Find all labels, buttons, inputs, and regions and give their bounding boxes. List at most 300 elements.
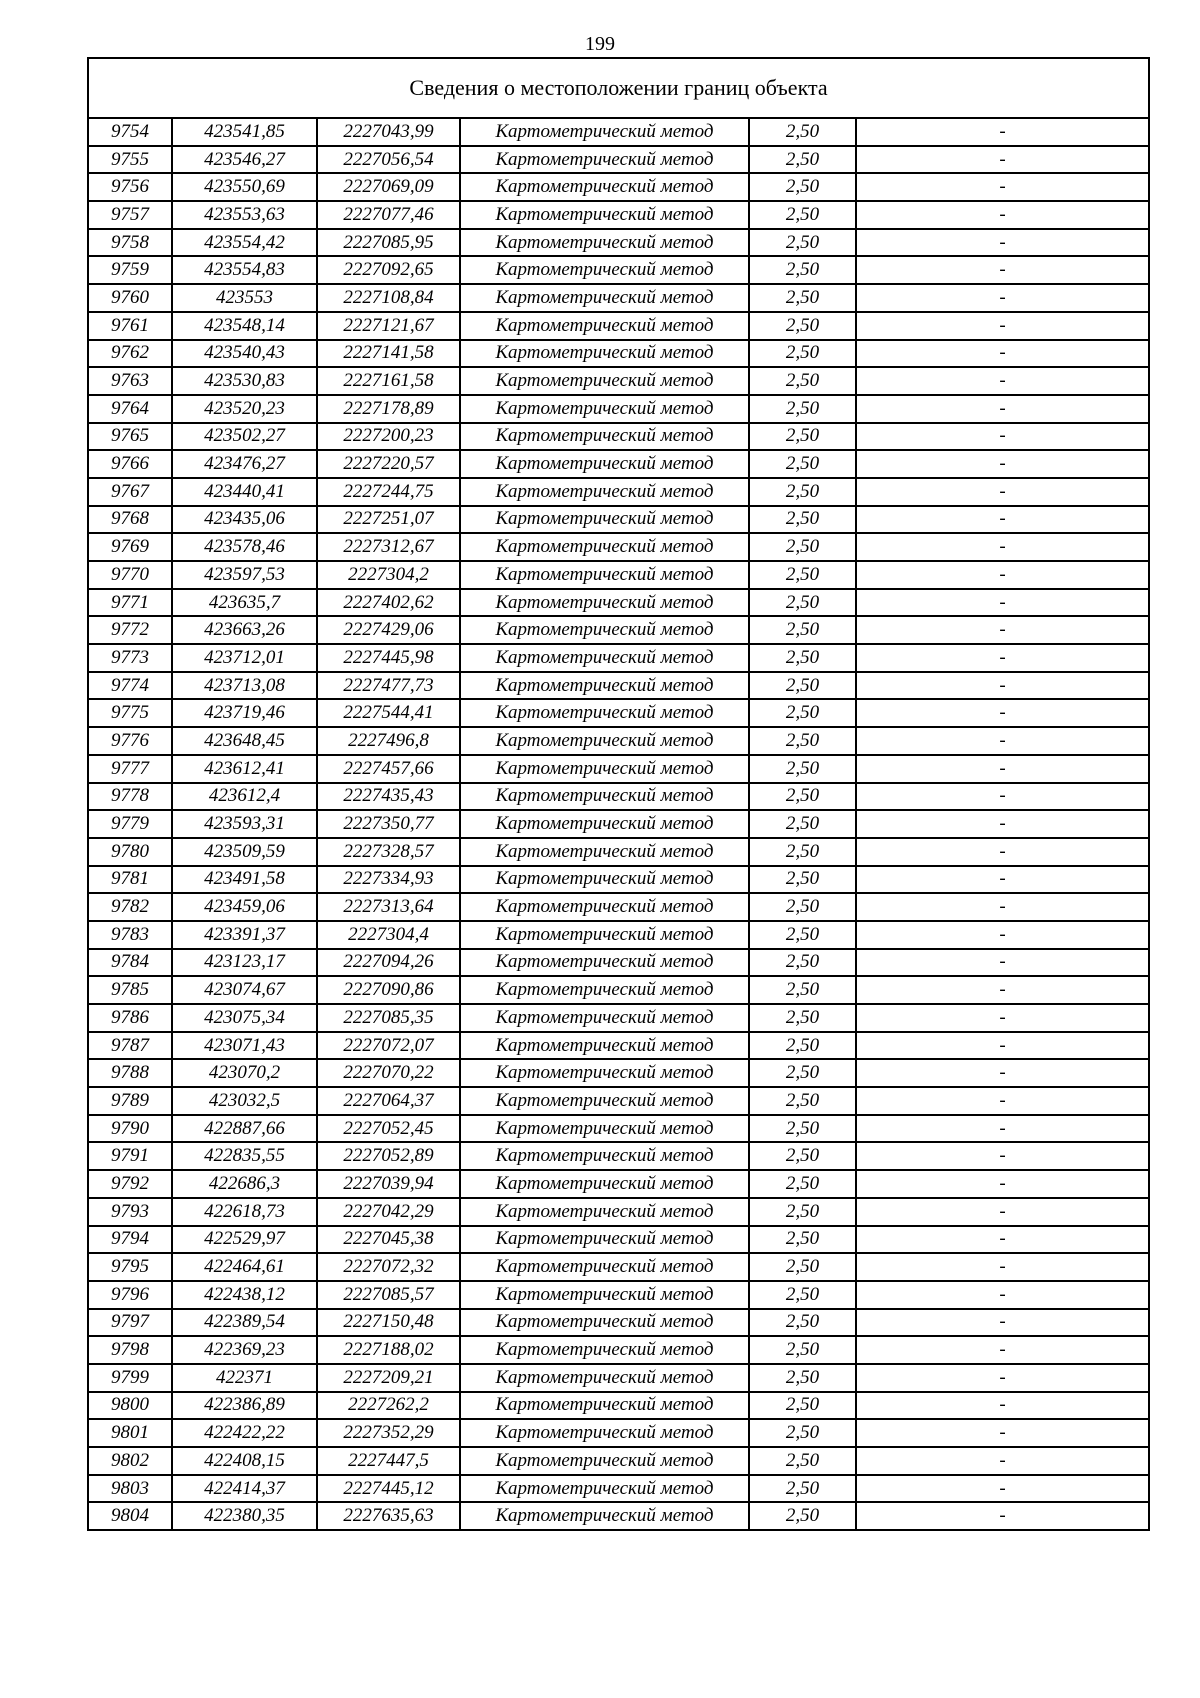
description-cell: - [856, 146, 1149, 174]
table-row [88, 506, 1149, 534]
y-coordinate-cell: 2227090,86 [317, 976, 460, 1004]
x-coordinate-cell: 423554,83 [172, 256, 317, 284]
table-row [88, 1087, 1149, 1115]
accuracy-cell: 2,50 [749, 284, 856, 312]
point-number-cell: 9769 [88, 533, 172, 561]
accuracy-cell: 2,50 [749, 893, 856, 921]
description-cell: - [856, 284, 1149, 312]
description-cell: - [856, 506, 1149, 534]
accuracy-cell: 2,50 [749, 312, 856, 340]
accuracy-cell: 2,50 [749, 340, 856, 368]
table-row [88, 395, 1149, 423]
point-number-cell: 9786 [88, 1004, 172, 1032]
y-coordinate-cell: 2227209,21 [317, 1364, 460, 1392]
x-coordinate-cell: 423553 [172, 284, 317, 312]
point-number-cell: 9754 [88, 118, 172, 146]
table-title: Сведения о местоположении границ объекта [88, 58, 1149, 118]
y-coordinate-cell: 2227094,26 [317, 949, 460, 977]
y-coordinate-cell: 2227085,95 [317, 229, 460, 257]
method-cell: Картометрический метод [460, 1502, 749, 1530]
method-cell: Картометрический метод [460, 755, 749, 783]
method-cell: Картометрический метод [460, 1115, 749, 1143]
point-number-cell: 9801 [88, 1419, 172, 1447]
point-number-cell: 9761 [88, 312, 172, 340]
table-row [88, 1475, 1149, 1503]
point-number-cell: 9790 [88, 1115, 172, 1143]
table-row [88, 146, 1149, 174]
description-cell: - [856, 201, 1149, 229]
method-cell: Картометрический метод [460, 340, 749, 368]
method-cell: Картометрический метод [460, 1419, 749, 1447]
y-coordinate-cell: 2227544,41 [317, 699, 460, 727]
description-cell: - [856, 1336, 1149, 1364]
y-coordinate-cell: 2227429,06 [317, 616, 460, 644]
y-coordinate-cell: 2227085,57 [317, 1281, 460, 1309]
point-number-cell: 9785 [88, 976, 172, 1004]
point-number-cell: 9773 [88, 644, 172, 672]
accuracy-cell: 2,50 [749, 229, 856, 257]
description-cell: - [856, 838, 1149, 866]
table-row [88, 1447, 1149, 1475]
accuracy-cell: 2,50 [749, 727, 856, 755]
y-coordinate-cell: 2227077,46 [317, 201, 460, 229]
y-coordinate-cell: 2227039,94 [317, 1170, 460, 1198]
description-cell: - [856, 1309, 1149, 1337]
x-coordinate-cell: 422408,15 [172, 1447, 317, 1475]
point-number-cell: 9803 [88, 1475, 172, 1503]
table-row [88, 1032, 1149, 1060]
x-coordinate-cell: 423554,42 [172, 229, 317, 257]
method-cell: Картометрический метод [460, 1004, 749, 1032]
accuracy-cell: 2,50 [749, 506, 856, 534]
description-cell: - [856, 1419, 1149, 1447]
x-coordinate-cell: 423719,46 [172, 699, 317, 727]
point-number-cell: 9772 [88, 616, 172, 644]
accuracy-cell: 2,50 [749, 838, 856, 866]
y-coordinate-cell: 2227328,57 [317, 838, 460, 866]
table-row [88, 340, 1149, 368]
boundary-coordinates-table [87, 57, 1150, 1531]
method-cell: Картометрический метод [460, 118, 749, 146]
y-coordinate-cell: 2227200,23 [317, 423, 460, 451]
point-number-cell: 9763 [88, 367, 172, 395]
x-coordinate-cell: 422438,12 [172, 1281, 317, 1309]
table-row [88, 727, 1149, 755]
description-cell: - [856, 1364, 1149, 1392]
y-coordinate-cell: 2227052,89 [317, 1142, 460, 1170]
point-number-cell: 9756 [88, 173, 172, 201]
point-number-cell: 9762 [88, 340, 172, 368]
accuracy-cell: 2,50 [749, 118, 856, 146]
x-coordinate-cell: 422835,55 [172, 1142, 317, 1170]
point-number-cell: 9766 [88, 450, 172, 478]
method-cell: Картометрический метод [460, 644, 749, 672]
table-row [88, 810, 1149, 838]
point-number-cell: 9767 [88, 478, 172, 506]
accuracy-cell: 2,50 [749, 644, 856, 672]
point-number-cell: 9764 [88, 395, 172, 423]
description-cell: - [856, 1059, 1149, 1087]
description-cell: - [856, 312, 1149, 340]
point-number-cell: 9779 [88, 810, 172, 838]
x-coordinate-cell: 423509,59 [172, 838, 317, 866]
method-cell: Картометрический метод [460, 1198, 749, 1226]
point-number-cell: 9760 [88, 284, 172, 312]
y-coordinate-cell: 2227262,2 [317, 1392, 460, 1420]
accuracy-cell: 2,50 [749, 1336, 856, 1364]
point-number-cell: 9791 [88, 1142, 172, 1170]
description-cell: - [856, 533, 1149, 561]
table-row [88, 1253, 1149, 1281]
accuracy-cell: 2,50 [749, 423, 856, 451]
table-title-row [88, 58, 1149, 118]
x-coordinate-cell: 423540,43 [172, 340, 317, 368]
point-number-cell: 9780 [88, 838, 172, 866]
table-row [88, 1115, 1149, 1143]
x-coordinate-cell: 423541,85 [172, 118, 317, 146]
table-row [88, 755, 1149, 783]
point-number-cell: 9781 [88, 866, 172, 894]
table-row [88, 838, 1149, 866]
y-coordinate-cell: 2227121,67 [317, 312, 460, 340]
description-cell: - [856, 478, 1149, 506]
x-coordinate-cell: 423491,58 [172, 866, 317, 894]
description-cell: - [856, 1170, 1149, 1198]
x-coordinate-cell: 423550,69 [172, 173, 317, 201]
description-cell: - [856, 118, 1149, 146]
description-cell: - [856, 893, 1149, 921]
x-coordinate-cell: 422529,97 [172, 1226, 317, 1254]
x-coordinate-cell: 423440,41 [172, 478, 317, 506]
point-number-cell: 9800 [88, 1392, 172, 1420]
y-coordinate-cell: 2227304,2 [317, 561, 460, 589]
y-coordinate-cell: 2227334,93 [317, 866, 460, 894]
x-coordinate-cell: 422371 [172, 1364, 317, 1392]
y-coordinate-cell: 2227085,35 [317, 1004, 460, 1032]
method-cell: Картометрический метод [460, 1281, 749, 1309]
method-cell: Картометрический метод [460, 616, 749, 644]
x-coordinate-cell: 423520,23 [172, 395, 317, 423]
method-cell: Картометрический метод [460, 312, 749, 340]
description-cell: - [856, 644, 1149, 672]
accuracy-cell: 2,50 [749, 256, 856, 284]
y-coordinate-cell: 2227052,45 [317, 1115, 460, 1143]
method-cell: Картометрический метод [460, 1309, 749, 1337]
description-cell: - [856, 616, 1149, 644]
description-cell: - [856, 783, 1149, 811]
table-row [88, 1281, 1149, 1309]
method-cell: Картометрический метод [460, 229, 749, 257]
y-coordinate-cell: 2227635,63 [317, 1502, 460, 1530]
accuracy-cell: 2,50 [749, 1198, 856, 1226]
description-cell: - [856, 1447, 1149, 1475]
accuracy-cell: 2,50 [749, 1309, 856, 1337]
x-coordinate-cell: 423648,45 [172, 727, 317, 755]
y-coordinate-cell: 2227445,12 [317, 1475, 460, 1503]
description-cell: - [856, 1198, 1149, 1226]
point-number-cell: 9771 [88, 589, 172, 617]
method-cell: Картометрический метод [460, 893, 749, 921]
accuracy-cell: 2,50 [749, 1364, 856, 1392]
accuracy-cell: 2,50 [749, 699, 856, 727]
point-number-cell: 9775 [88, 699, 172, 727]
point-number-cell: 9804 [88, 1502, 172, 1530]
method-cell: Картометрический метод [460, 1336, 749, 1364]
method-cell: Картометрический метод [460, 1170, 749, 1198]
accuracy-cell: 2,50 [749, 866, 856, 894]
accuracy-cell: 2,50 [749, 201, 856, 229]
x-coordinate-cell: 423074,67 [172, 976, 317, 1004]
accuracy-cell: 2,50 [749, 395, 856, 423]
x-coordinate-cell: 422414,37 [172, 1475, 317, 1503]
method-cell: Картометрический метод [460, 450, 749, 478]
x-coordinate-cell: 422686,3 [172, 1170, 317, 1198]
x-coordinate-cell: 422618,73 [172, 1198, 317, 1226]
description-cell: - [856, 1004, 1149, 1032]
method-cell: Картометрический метод [460, 1364, 749, 1392]
x-coordinate-cell: 423635,7 [172, 589, 317, 617]
accuracy-cell: 2,50 [749, 1142, 856, 1170]
x-coordinate-cell: 423435,06 [172, 506, 317, 534]
accuracy-cell: 2,50 [749, 976, 856, 1004]
description-cell: - [856, 1475, 1149, 1503]
point-number-cell: 9788 [88, 1059, 172, 1087]
accuracy-cell: 2,50 [749, 1502, 856, 1530]
method-cell: Картометрический метод [460, 1032, 749, 1060]
method-cell: Картометрический метод [460, 478, 749, 506]
table-row [88, 1170, 1149, 1198]
accuracy-cell: 2,50 [749, 1281, 856, 1309]
point-number-cell: 9798 [88, 1336, 172, 1364]
x-coordinate-cell: 423123,17 [172, 949, 317, 977]
table-row [88, 533, 1149, 561]
point-number-cell: 9759 [88, 256, 172, 284]
y-coordinate-cell: 2227056,54 [317, 146, 460, 174]
accuracy-cell: 2,50 [749, 1475, 856, 1503]
method-cell: Картометрический метод [460, 1087, 749, 1115]
description-cell: - [856, 1226, 1149, 1254]
table-row [88, 450, 1149, 478]
point-number-cell: 9782 [88, 893, 172, 921]
method-cell: Картометрический метод [460, 1059, 749, 1087]
point-number-cell: 9770 [88, 561, 172, 589]
method-cell: Картометрический метод [460, 506, 749, 534]
accuracy-cell: 2,50 [749, 810, 856, 838]
table-row [88, 1142, 1149, 1170]
table-row [88, 1226, 1149, 1254]
accuracy-cell: 2,50 [749, 1447, 856, 1475]
description-cell: - [856, 866, 1149, 894]
table-row [88, 672, 1149, 700]
method-cell: Картометрический метод [460, 561, 749, 589]
accuracy-cell: 2,50 [749, 1226, 856, 1254]
accuracy-cell: 2,50 [749, 1004, 856, 1032]
method-cell: Картометрический метод [460, 1226, 749, 1254]
point-number-cell: 9799 [88, 1364, 172, 1392]
method-cell: Картометрический метод [460, 1475, 749, 1503]
y-coordinate-cell: 2227092,65 [317, 256, 460, 284]
y-coordinate-cell: 2227352,29 [317, 1419, 460, 1447]
y-coordinate-cell: 2227064,37 [317, 1087, 460, 1115]
table-row [88, 367, 1149, 395]
description-cell: - [856, 1087, 1149, 1115]
accuracy-cell: 2,50 [749, 1032, 856, 1060]
table-row [88, 589, 1149, 617]
table-row [88, 284, 1149, 312]
y-coordinate-cell: 2227304,4 [317, 921, 460, 949]
description-cell: - [856, 561, 1149, 589]
table-row [88, 949, 1149, 977]
description-cell: - [856, 727, 1149, 755]
x-coordinate-cell: 423612,41 [172, 755, 317, 783]
method-cell: Картометрический метод [460, 1253, 749, 1281]
method-cell: Картометрический метод [460, 367, 749, 395]
method-cell: Картометрический метод [460, 256, 749, 284]
description-cell: - [856, 810, 1149, 838]
point-number-cell: 9795 [88, 1253, 172, 1281]
table-row [88, 1392, 1149, 1420]
accuracy-cell: 2,50 [749, 367, 856, 395]
description-cell: - [856, 340, 1149, 368]
x-coordinate-cell: 423593,31 [172, 810, 317, 838]
method-cell: Картометрический метод [460, 146, 749, 174]
description-cell: - [856, 1392, 1149, 1420]
y-coordinate-cell: 2227188,02 [317, 1336, 460, 1364]
method-cell: Картометрический метод [460, 699, 749, 727]
accuracy-cell: 2,50 [749, 450, 856, 478]
x-coordinate-cell: 423032,5 [172, 1087, 317, 1115]
table-row [88, 1502, 1149, 1530]
description-cell: - [856, 672, 1149, 700]
description-cell: - [856, 949, 1149, 977]
accuracy-cell: 2,50 [749, 755, 856, 783]
description-cell: - [856, 1253, 1149, 1281]
point-number-cell: 9776 [88, 727, 172, 755]
x-coordinate-cell: 422386,89 [172, 1392, 317, 1420]
x-coordinate-cell: 423502,27 [172, 423, 317, 451]
table-row [88, 229, 1149, 257]
accuracy-cell: 2,50 [749, 561, 856, 589]
y-coordinate-cell: 2227251,07 [317, 506, 460, 534]
description-cell: - [856, 1115, 1149, 1143]
point-number-cell: 9768 [88, 506, 172, 534]
y-coordinate-cell: 2227496,8 [317, 727, 460, 755]
accuracy-cell: 2,50 [749, 949, 856, 977]
accuracy-cell: 2,50 [749, 173, 856, 201]
x-coordinate-cell: 422389,54 [172, 1309, 317, 1337]
table-row [88, 1004, 1149, 1032]
y-coordinate-cell: 2227435,43 [317, 783, 460, 811]
table-row [88, 256, 1149, 284]
x-coordinate-cell: 422380,35 [172, 1502, 317, 1530]
point-number-cell: 9789 [88, 1087, 172, 1115]
description-cell: - [856, 229, 1149, 257]
accuracy-cell: 2,50 [749, 478, 856, 506]
x-coordinate-cell: 423391,37 [172, 921, 317, 949]
y-coordinate-cell: 2227244,75 [317, 478, 460, 506]
description-cell: - [856, 395, 1149, 423]
y-coordinate-cell: 2227045,38 [317, 1226, 460, 1254]
table-row [88, 1059, 1149, 1087]
y-coordinate-cell: 2227043,99 [317, 118, 460, 146]
x-coordinate-cell: 423459,06 [172, 893, 317, 921]
x-coordinate-cell: 423548,14 [172, 312, 317, 340]
x-coordinate-cell: 423476,27 [172, 450, 317, 478]
point-number-cell: 9797 [88, 1309, 172, 1337]
table-row [88, 644, 1149, 672]
point-number-cell: 9777 [88, 755, 172, 783]
table-row [88, 561, 1149, 589]
method-cell: Картометрический метод [460, 533, 749, 561]
x-coordinate-cell: 423712,01 [172, 644, 317, 672]
accuracy-cell: 2,50 [749, 1253, 856, 1281]
y-coordinate-cell: 2227161,58 [317, 367, 460, 395]
table-row [88, 699, 1149, 727]
accuracy-cell: 2,50 [749, 672, 856, 700]
description-cell: - [856, 1281, 1149, 1309]
point-number-cell: 9787 [88, 1032, 172, 1060]
point-number-cell: 9794 [88, 1226, 172, 1254]
method-cell: Картометрический метод [460, 395, 749, 423]
accuracy-cell: 2,50 [749, 589, 856, 617]
y-coordinate-cell: 2227070,22 [317, 1059, 460, 1087]
x-coordinate-cell: 422369,23 [172, 1336, 317, 1364]
x-coordinate-cell: 423075,34 [172, 1004, 317, 1032]
point-number-cell: 9784 [88, 949, 172, 977]
y-coordinate-cell: 2227072,32 [317, 1253, 460, 1281]
x-coordinate-cell: 423612,4 [172, 783, 317, 811]
table-row [88, 1336, 1149, 1364]
method-cell: Картометрический метод [460, 672, 749, 700]
y-coordinate-cell: 2227220,57 [317, 450, 460, 478]
x-coordinate-cell: 423553,63 [172, 201, 317, 229]
table-row [88, 866, 1149, 894]
point-number-cell: 9774 [88, 672, 172, 700]
point-number-cell: 9792 [88, 1170, 172, 1198]
description-cell: - [856, 256, 1149, 284]
point-number-cell: 9802 [88, 1447, 172, 1475]
table-row [88, 1309, 1149, 1337]
x-coordinate-cell: 422464,61 [172, 1253, 317, 1281]
x-coordinate-cell: 423713,08 [172, 672, 317, 700]
method-cell: Картометрический метод [460, 423, 749, 451]
description-cell: - [856, 1032, 1149, 1060]
method-cell: Картометрический метод [460, 201, 749, 229]
point-number-cell: 9765 [88, 423, 172, 451]
accuracy-cell: 2,50 [749, 146, 856, 174]
point-number-cell: 9758 [88, 229, 172, 257]
method-cell: Картометрический метод [460, 921, 749, 949]
x-coordinate-cell: 423597,53 [172, 561, 317, 589]
method-cell: Картометрический метод [460, 173, 749, 201]
description-cell: - [856, 1502, 1149, 1530]
method-cell: Картометрический метод [460, 838, 749, 866]
table-row [88, 118, 1149, 146]
accuracy-cell: 2,50 [749, 1087, 856, 1115]
method-cell: Картометрический метод [460, 866, 749, 894]
table-row [88, 616, 1149, 644]
description-cell: - [856, 699, 1149, 727]
x-coordinate-cell: 423530,83 [172, 367, 317, 395]
y-coordinate-cell: 2227313,64 [317, 893, 460, 921]
y-coordinate-cell: 2227312,67 [317, 533, 460, 561]
description-cell: - [856, 450, 1149, 478]
table-row [88, 976, 1149, 1004]
method-cell: Картометрический метод [460, 589, 749, 617]
y-coordinate-cell: 2227150,48 [317, 1309, 460, 1337]
y-coordinate-cell: 2227072,07 [317, 1032, 460, 1060]
y-coordinate-cell: 2227178,89 [317, 395, 460, 423]
